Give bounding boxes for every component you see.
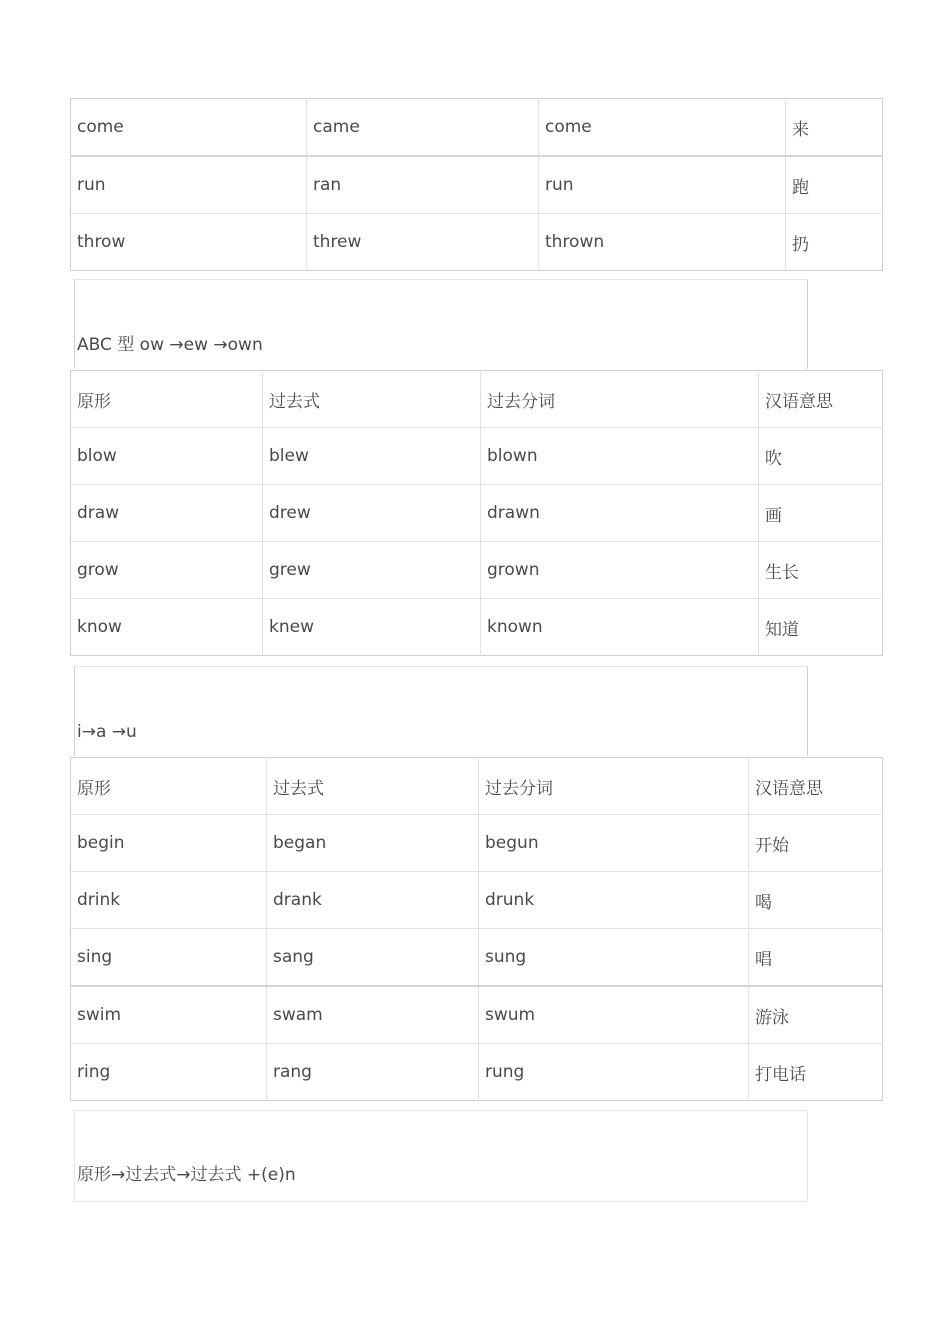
table-row (71, 599, 883, 656)
cell-base: draw (71, 485, 263, 542)
cell-participle: begun (479, 815, 749, 872)
table-row (71, 428, 883, 485)
cell-meaning: 吹 (759, 428, 883, 485)
cell-participle: drawn (481, 485, 759, 542)
table-row (71, 1044, 883, 1101)
cell-base: come (77, 117, 124, 137)
header-base: 原形 (77, 778, 111, 799)
header-past: 过去式 (263, 371, 481, 428)
cell-base: swim (71, 986, 267, 1044)
cell-participle: sung (479, 929, 749, 987)
cell-base: know (71, 599, 263, 656)
cell-participle: known (481, 599, 759, 656)
header-base: 原形 (77, 391, 111, 412)
cell-past: drew (263, 485, 481, 542)
cell-participle: swum (479, 986, 749, 1044)
table-header-row (71, 371, 883, 428)
verb-table-1 (70, 98, 883, 271)
cell-meaning: 开始 (749, 815, 883, 872)
cell-base: blow (71, 428, 263, 485)
table-row (71, 872, 883, 929)
cell-meaning: 来 (786, 99, 883, 157)
cell-past: knew (263, 599, 481, 656)
cell-base: grow (71, 542, 263, 599)
cell-base: begin (71, 815, 267, 872)
cell-meaning: 知道 (759, 599, 883, 656)
section-heading-text: i→a →u (77, 722, 137, 742)
cell-participle: grown (481, 542, 759, 599)
cell-meaning: 游泳 (749, 986, 883, 1044)
cell-participle: run (539, 156, 786, 214)
verb-table-2 (70, 370, 883, 656)
table-row (71, 156, 883, 214)
cell-base: throw (71, 214, 307, 271)
section-heading-ow (74, 279, 808, 369)
cell-meaning: 生长 (759, 542, 883, 599)
cell-base: sing (71, 929, 267, 987)
header-past: 过去式 (267, 758, 479, 815)
section-heading-text: 原形→过去式→过去式 +(e)n (77, 1165, 296, 1185)
header-participle: 过去分词 (481, 371, 759, 428)
table-row (71, 929, 883, 987)
cell-meaning: 扔 (786, 214, 883, 271)
cell-meaning: 打电话 (749, 1044, 883, 1101)
cell-participle: thrown (539, 214, 786, 271)
table-header-row (71, 758, 883, 815)
cell-past: blew (263, 428, 481, 485)
cell-participle: come (539, 99, 786, 157)
section-heading-en (74, 1110, 808, 1202)
cell-past: grew (263, 542, 481, 599)
header-meaning: 汉语意思 (749, 758, 883, 815)
verb-table-3 (70, 757, 883, 1101)
section-heading-text: ABC 型 ow →ew →own (77, 335, 263, 355)
cell-past: sang (267, 929, 479, 987)
cell-past: began (267, 815, 479, 872)
cell-past: swam (267, 986, 479, 1044)
cell-meaning: 喝 (749, 872, 883, 929)
cell-participle: drunk (479, 872, 749, 929)
cell-meaning: 跑 (786, 156, 883, 214)
cell-base: drink (71, 872, 267, 929)
cell-meaning: 画 (759, 485, 883, 542)
table-row (71, 986, 883, 1044)
section-heading-i-a-u (74, 666, 808, 756)
cell-participle: blown (481, 428, 759, 485)
cell-past: drank (267, 872, 479, 929)
cell-past: rang (267, 1044, 479, 1101)
cell-past: ran (307, 156, 539, 214)
header-meaning: 汉语意思 (759, 371, 883, 428)
cell-base: run (71, 156, 307, 214)
table-row (71, 485, 883, 542)
header-participle: 过去分词 (479, 758, 749, 815)
table-row (71, 542, 883, 599)
cell-base: ring (71, 1044, 267, 1101)
cell-participle: rung (479, 1044, 749, 1101)
table-row (71, 214, 883, 271)
cell-past: threw (307, 214, 539, 271)
table-row (71, 815, 883, 872)
cell-past: came (307, 99, 539, 157)
cell-meaning: 唱 (749, 929, 883, 987)
table-row (71, 99, 883, 157)
